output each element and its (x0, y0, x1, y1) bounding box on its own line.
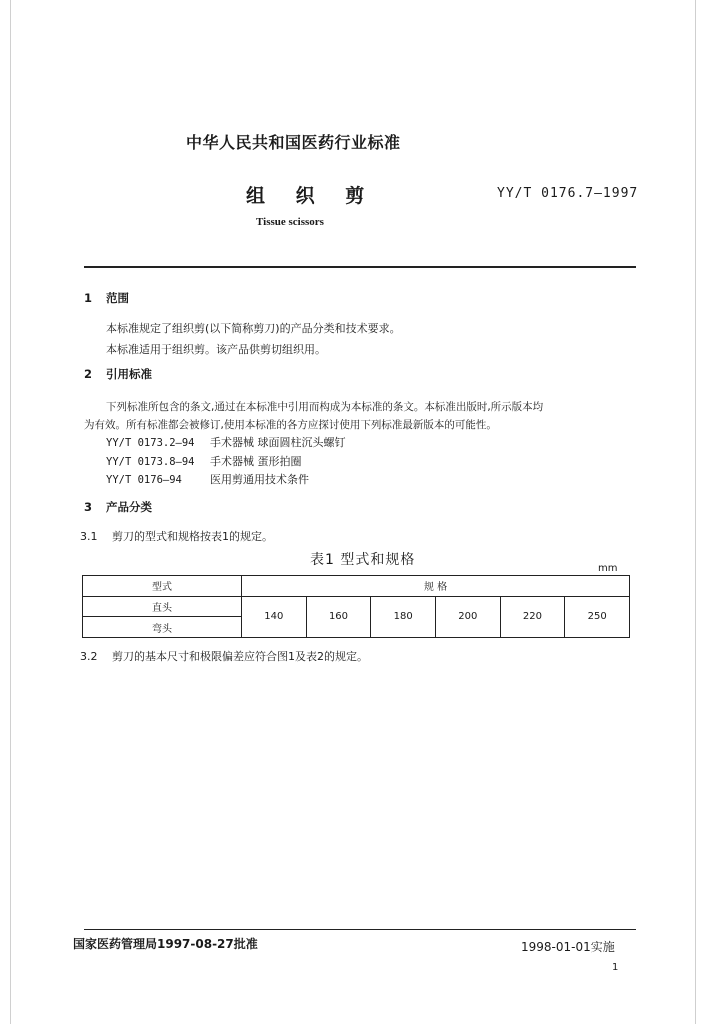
section-2-intro-line-2: 为有效。所有标准都会被修订,使用本标准的各方应探讨使用下列标准最新版本的可能性。 (84, 419, 497, 431)
issuing-organization: 中华人民共和国医药行业标准 (186, 133, 401, 152)
table-unit: mm (598, 563, 618, 574)
scan-edge-right (695, 0, 696, 1024)
section-title: 产品分类 (106, 500, 152, 514)
clause-3-1 (80, 528, 273, 544)
clause-text: 剪刀的基本尺寸和极限偏差应符合图1及表2的规定。 (112, 650, 368, 663)
section-1-paragraph-2: 本标准适用于组织剪。该产品供剪切组织用。 (106, 343, 326, 356)
reference-name: 医用剪通用技术条件 (210, 473, 309, 486)
spec-table (82, 575, 630, 638)
approval-line: 国家医药管理局1997-08-27批准 (73, 937, 258, 951)
standard-code: YY/T 0176.7—1997 (497, 186, 639, 201)
type-header-cell: 型式 (83, 576, 242, 597)
size-cell: 180 (371, 596, 436, 637)
size-cell: 250 (565, 596, 630, 637)
scan-edge-left (10, 0, 11, 1024)
english-title: Tissue scissors (256, 216, 324, 228)
reference-item (106, 453, 302, 469)
clause-number: 3.1 (80, 530, 98, 543)
type-cell: 弯头 (83, 617, 242, 638)
section-number: 1 (84, 291, 93, 305)
table-row (83, 596, 630, 617)
clause-3-2 (80, 648, 368, 664)
section-title: 范围 (106, 291, 129, 305)
section-number: 2 (84, 367, 93, 381)
reference-name: 手术器械 蛋形拍圈 (210, 455, 302, 468)
section-1-paragraph-1: 本标准规定了组织剪(以下简称剪刀)的产品分类和技术要求。 (106, 322, 401, 335)
table-caption: 表1 型式和规格 (310, 552, 416, 568)
size-cell: 160 (306, 596, 371, 637)
reference-code: YY/T 0173.2—94 (106, 437, 195, 449)
reference-item (106, 434, 346, 450)
clause-text: 剪刀的型式和规格按表1的规定。 (112, 530, 273, 543)
section-number: 3 (84, 500, 93, 514)
type-cell: 直头 (83, 596, 242, 617)
page-number: 1 (612, 962, 619, 973)
size-cell: 200 (435, 596, 500, 637)
header-divider (84, 266, 636, 268)
reference-code: YY/T 0173.8—94 (106, 456, 195, 468)
section-2-heading (84, 366, 152, 382)
document-title: 组 织 剪 (246, 185, 377, 207)
reference-code: YY/T 0176—94 (106, 474, 182, 486)
section-title: 引用标准 (106, 367, 152, 381)
clause-number: 3.2 (80, 650, 98, 663)
footer-divider (84, 929, 636, 930)
section-1-heading (84, 290, 129, 306)
section-2-intro-line-1: 下列标准所包含的条文,通过在本标准中引用而构成为本标准的条文。本标准出版时,所示版本均 (106, 401, 544, 413)
reference-item (106, 471, 309, 487)
table-row (83, 576, 630, 597)
size-cell: 140 (242, 596, 307, 637)
size-cell: 220 (500, 596, 565, 637)
reference-name: 手术器械 球面圆柱沉头螺钉 (210, 436, 346, 449)
effective-date: 1998-01-01实施 (521, 940, 615, 954)
section-3-heading (84, 499, 152, 515)
spec-header-cell: 规 格 (242, 576, 630, 597)
